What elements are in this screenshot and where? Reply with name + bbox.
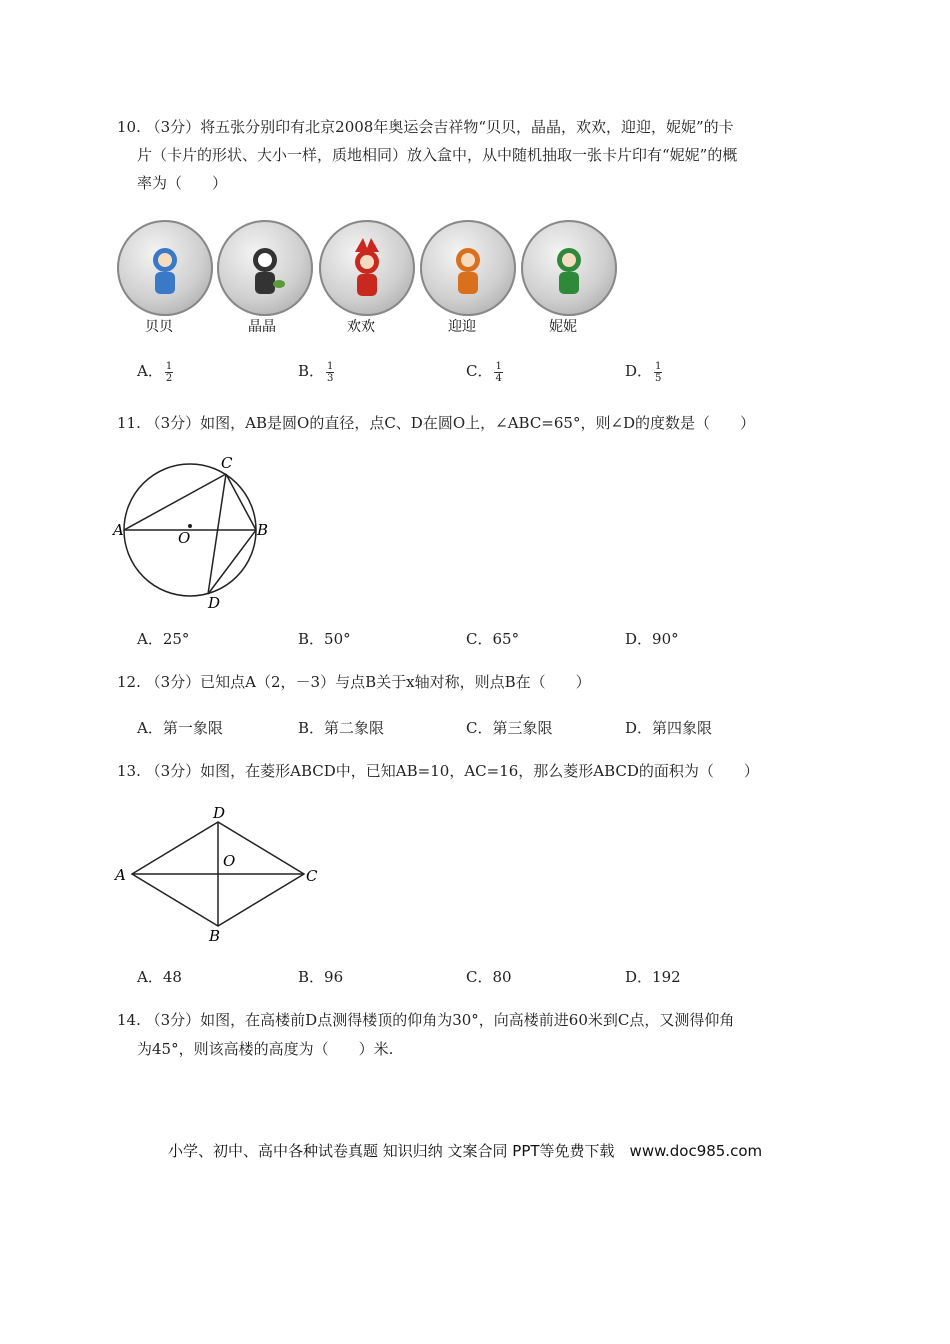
q14-line1: 14. （3分）如图，在高楼前D点测得楼顶的仰角为30°，向高楼前进60米到C点，又测得仰角: [117, 1011, 735, 1029]
label-a: A: [115, 866, 126, 884]
mascot-medal: [217, 220, 313, 316]
q10-line2: 片（卡片的形状、大小一样，质地相同）放入盒中，从中随机抽取一张卡片印有“妮妮”的概: [137, 146, 738, 164]
mascot-icon: [217, 220, 313, 316]
q12-stem: 12. （3分）已知点A（2，－3）与点B关于x轴对称，则点B在（ ）: [117, 673, 591, 691]
q11-stem: 11. （3分）如图，AB是圆O的直径，点C、D在圆O上，∠ABC=65°，则∠D的度数是（ ）: [117, 414, 756, 432]
mascot-name: 晶晶: [248, 319, 276, 335]
label-c: C: [221, 454, 233, 472]
mascot-icon: [117, 220, 213, 316]
mascot-name: 欢欢: [347, 319, 375, 335]
q13-option-d[interactable]: D．192: [625, 968, 681, 986]
q11-option-b[interactable]: B．50°: [298, 630, 351, 648]
mascot-icon: [521, 220, 617, 316]
q13-option-b[interactable]: B．96: [298, 968, 344, 986]
q10-option-b[interactable]: B． $\frac{1}{3}$: [298, 360, 334, 384]
label-o: O: [178, 529, 191, 547]
label-b: B: [209, 927, 221, 945]
q13-stem: 13. （3分）如图，在菱形ABCD中，已知AB=10，AC=16，那么菱形ABCD的面积为（ ）: [117, 762, 759, 780]
mascot-name: 迎迎: [448, 319, 476, 335]
q10-option-d[interactable]: D． $\frac{1}{5}$: [625, 360, 662, 384]
mascot-name: 妮妮: [549, 319, 577, 335]
label-c: C: [306, 867, 318, 885]
page-footer: 小学、初中、高中各种试卷真题 知识归纳 文案合同 PPT等免费下载 www.doc985.com: [168, 1142, 763, 1160]
q13-option-a[interactable]: A．48: [137, 968, 182, 986]
q10-option-a[interactable]: A． $\frac{1}{2}$: [137, 360, 173, 384]
mascot-name: 贝贝: [145, 319, 173, 335]
q12-option-a[interactable]: A．第一象限: [137, 719, 223, 737]
mascot-medals: [117, 220, 627, 340]
q10-option-c[interactable]: C． $\frac{1}{4}$: [466, 360, 502, 384]
mascot-icon: [319, 220, 415, 316]
mascot-medal: [319, 220, 415, 316]
label-d: D: [213, 804, 226, 822]
q11-option-a[interactable]: A．25°: [137, 630, 190, 648]
q10-line1: 10. （3分）将五张分别印有北京2008年奥运会吉祥物“贝贝，晶晶，欢欢，迎迎，妮妮”的卡: [117, 118, 734, 136]
q11-option-d[interactable]: D．90°: [625, 630, 679, 648]
label-a: A: [113, 521, 124, 539]
q10-line3: 率为（ ）: [137, 174, 228, 192]
q11-circle-diagram: [110, 450, 280, 610]
q12-option-c[interactable]: C．第三象限: [466, 719, 553, 737]
label-o: O: [223, 852, 236, 870]
mascot-icon: [420, 220, 516, 316]
label-d: D: [208, 594, 221, 610]
label-b: B: [257, 521, 269, 539]
mascot-medal: [521, 220, 617, 316]
q13-option-c[interactable]: C．80: [466, 968, 512, 986]
q14-line2: 为45°，则该高楼的高度为（ ）米.: [137, 1040, 394, 1058]
mascot-medal: [117, 220, 213, 316]
q13-rhombus-diagram: [110, 798, 330, 948]
q12-option-d[interactable]: D．第四象限: [625, 719, 713, 737]
q11-option-c[interactable]: C．65°: [466, 630, 520, 648]
q12-option-b[interactable]: B．第二象限: [298, 719, 385, 737]
mascot-medal: [420, 220, 516, 316]
